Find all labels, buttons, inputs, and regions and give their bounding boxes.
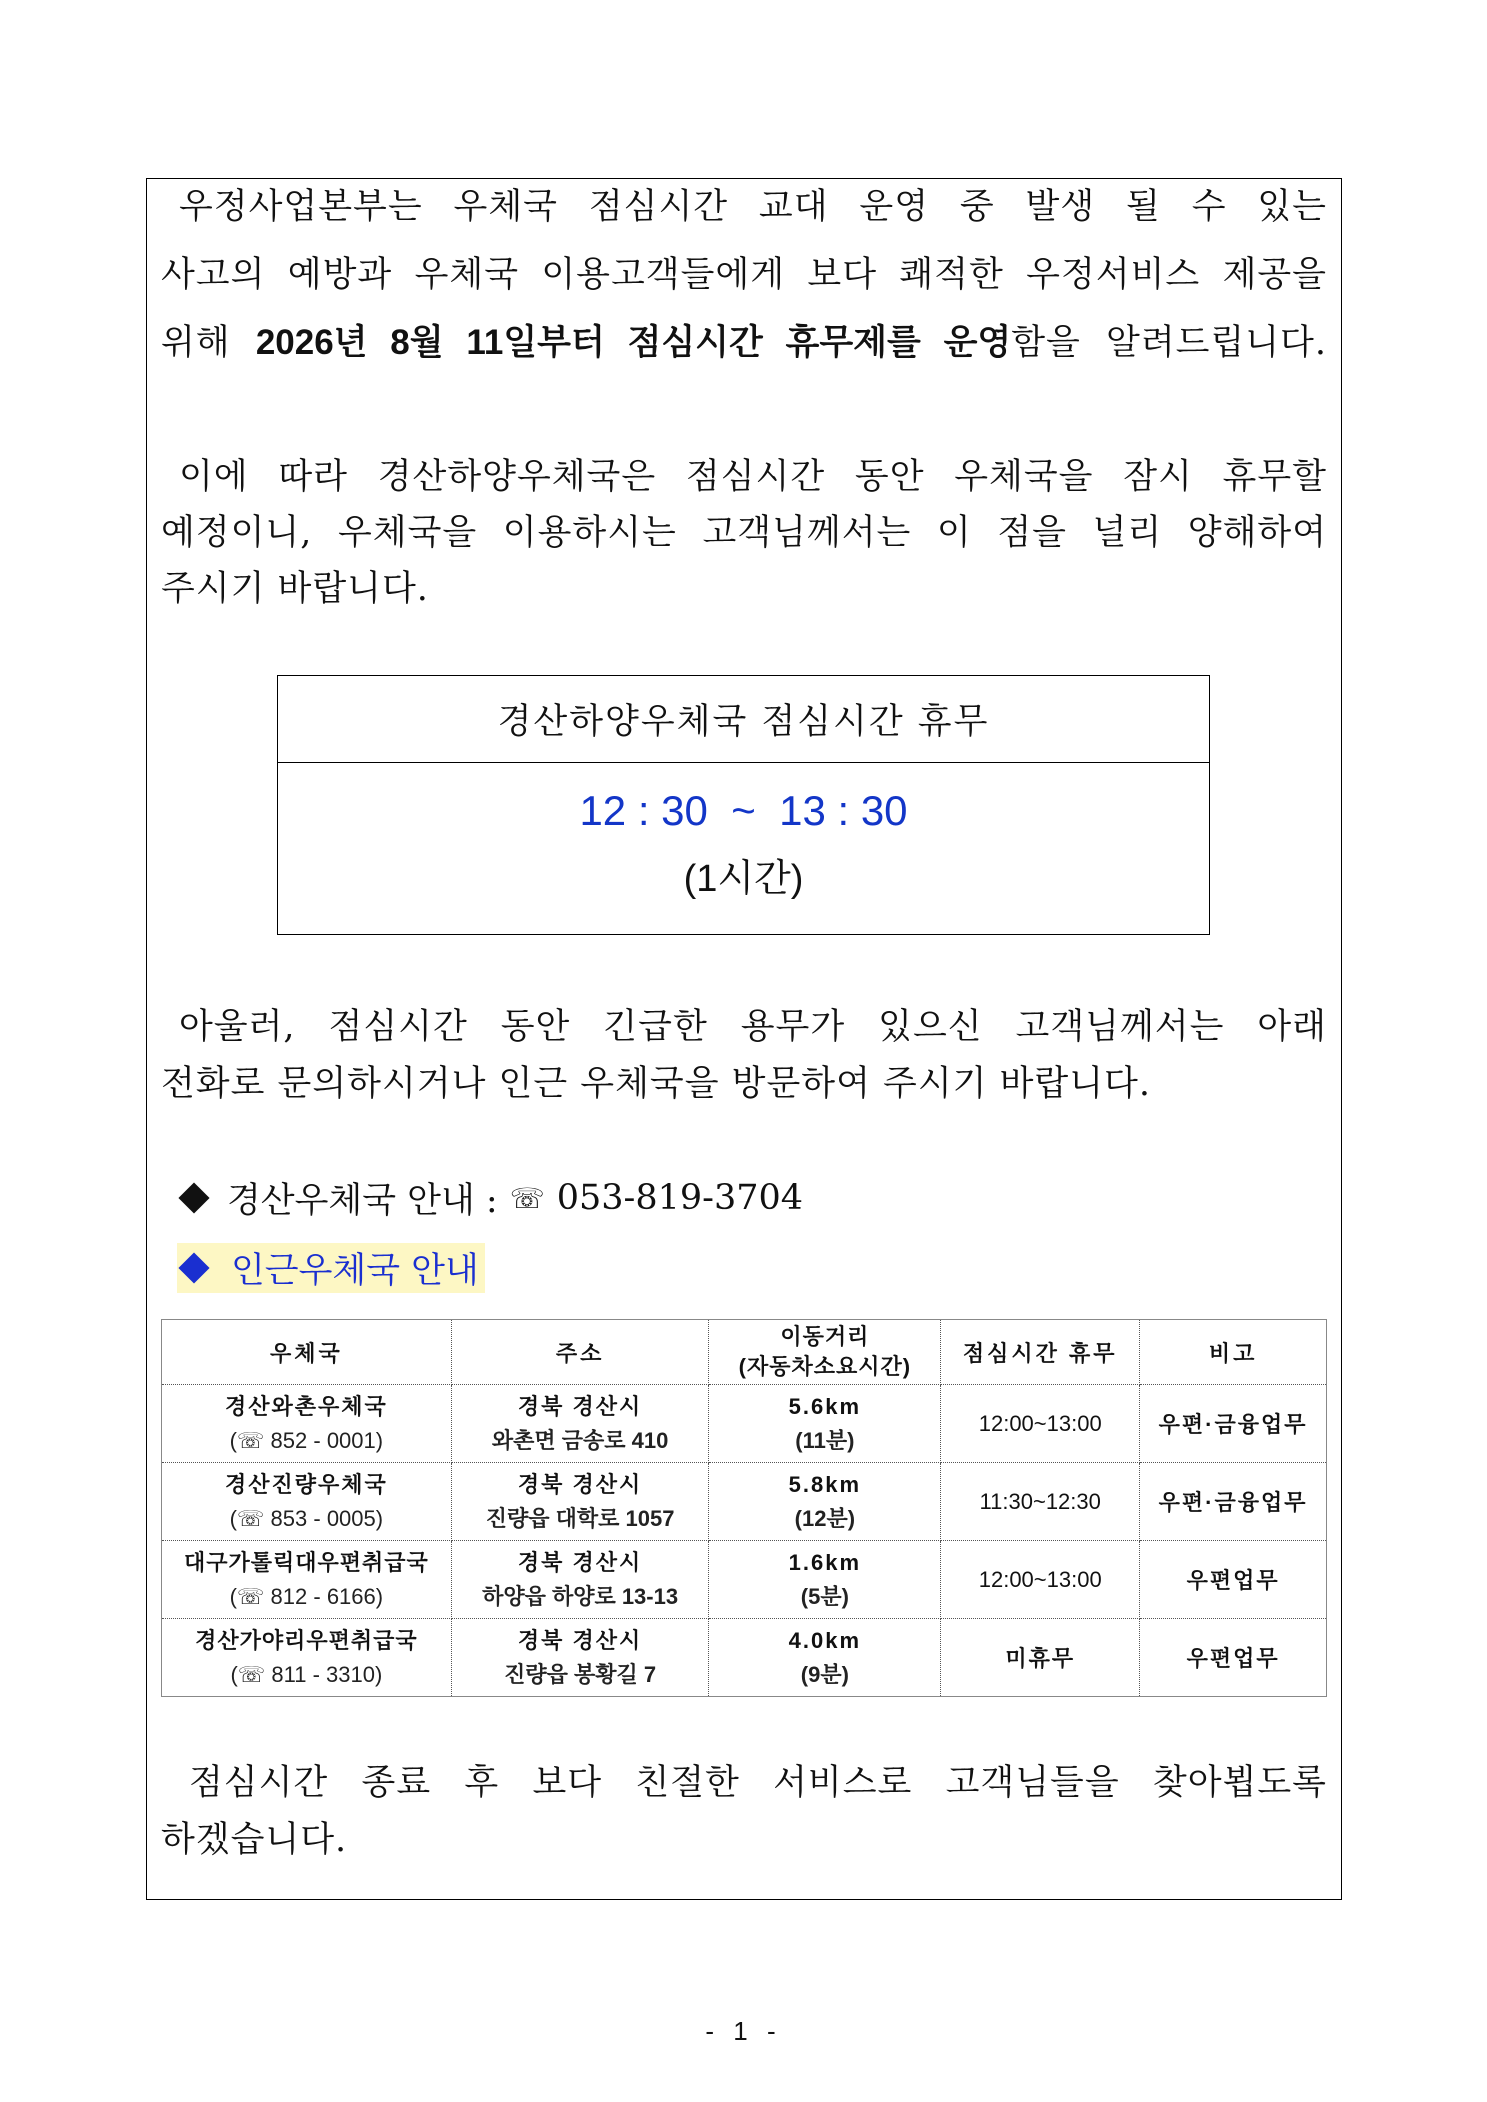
office-cell	[162, 1541, 452, 1619]
closure-line-2: 예정이니, 우체국을 이용하시는 고객님께서는 이 점을 널리 양해하여	[161, 513, 1327, 553]
intro-line-3-suffix: 함을 알려드립니다.	[1011, 323, 1327, 363]
table-row	[162, 1541, 1327, 1619]
travel-time: (12분)	[794, 1505, 856, 1531]
lunch-hours-title: 경산하양우체국 점심시간 휴무	[278, 676, 1209, 763]
distance-value: 5.8km	[788, 1471, 862, 1497]
intro-line-3-prefix: 위해	[161, 323, 256, 363]
header-distance-line-1: 이동거리	[780, 1324, 870, 1349]
address-cell	[451, 1541, 709, 1619]
lunch-cell: 12:00~13:00	[941, 1541, 1140, 1619]
intro-line-3	[161, 309, 1327, 377]
nearby-offices-table	[161, 1319, 1327, 1697]
travel-time: (5분)	[800, 1583, 849, 1609]
office-cell	[162, 1619, 452, 1697]
note-cell: 우편업무	[1140, 1541, 1327, 1619]
office-cell	[162, 1385, 452, 1463]
address-cell	[451, 1463, 709, 1541]
closure-line-1: 이에 따라 경산하양우체국은 점심시간 동안 우체국을 잠시 휴무할	[179, 457, 1327, 497]
main-office-phone[interactable]: 053-819-3704	[556, 1178, 804, 1218]
header-lunch-closure: 점심시간 휴무	[941, 1320, 1140, 1385]
address-line-2: 진량읍 대학로 1057	[485, 1505, 675, 1531]
address-line-1: 경북 경산시	[517, 1627, 643, 1653]
closure-line-3: 주시기 바랍니다.	[161, 569, 429, 609]
header-distance-line-2: (자동차소요시간)	[738, 1354, 912, 1379]
closing-line-1: 점심시간 종료 후 보다 친절한 서비스로 고객님들을 찾아뵙도록	[189, 1763, 1327, 1803]
office-name: 경산와촌우체국	[224, 1393, 388, 1419]
phone-icon: ☏	[509, 1181, 545, 1215]
header-note: 비고	[1140, 1320, 1327, 1385]
note-cell: 우편·금융업무	[1140, 1385, 1327, 1463]
table-row	[162, 1385, 1327, 1463]
lunch-hours-duration: (1시간)	[683, 858, 804, 900]
address-line-1: 경북 경산시	[517, 1471, 643, 1497]
note-cell: 우편업무	[1140, 1619, 1327, 1697]
address-cell	[451, 1385, 709, 1463]
closing-paragraph	[161, 1755, 1327, 1869]
nearby-heading-highlight	[177, 1243, 485, 1293]
office-phone: (☏ 811 - 3310)	[230, 1661, 383, 1687]
distance-cell	[709, 1463, 941, 1541]
distance-cell	[709, 1385, 941, 1463]
main-office-label: 경산우체국 안내 :	[227, 1181, 498, 1221]
address-line-2: 진량읍 봉황길 7	[504, 1661, 657, 1687]
travel-time: (9분)	[800, 1661, 849, 1687]
office-name: 대구가톨릭대우편취급국	[183, 1549, 429, 1575]
office-phone: (☏ 812 - 6166)	[229, 1583, 384, 1609]
table-row	[162, 1463, 1327, 1541]
office-cell	[162, 1463, 452, 1541]
lunch-cell: 미휴무	[941, 1619, 1140, 1697]
nearby-offices-label: 인근우체국 안내	[227, 1243, 485, 1293]
lunch-cell: 12:00~13:00	[941, 1385, 1140, 1463]
table-row	[162, 1619, 1327, 1697]
travel-time: (11분)	[795, 1427, 855, 1453]
header-office: 우체국	[162, 1320, 452, 1385]
lunch-cell: 11:30~12:30	[941, 1463, 1140, 1541]
lunch-hours-box	[277, 675, 1210, 935]
address-line-1: 경북 경산시	[517, 1549, 643, 1575]
distance-cell	[709, 1619, 941, 1697]
effective-date-highlight: 2026년 8월 11일부터 점심시간 휴무제를 운영	[255, 323, 1012, 362]
main-office-info	[177, 1173, 803, 1223]
distance-value: 4.0km	[788, 1627, 862, 1653]
closure-paragraph	[161, 449, 1327, 617]
urgent-line-2: 전화로 문의하시거나 인근 우체국을 방문하여 주시기 바랍니다.	[161, 1064, 1151, 1104]
address-line-2: 하양읍 하양로 13-13	[482, 1583, 679, 1609]
urgent-line-1: 아울러, 점심시간 동안 긴급한 용무가 있으신 고객님께서는 아래	[179, 1007, 1327, 1047]
office-name: 경산가야리우편취급국	[195, 1627, 418, 1653]
office-phone: (☏ 853 - 0005)	[229, 1505, 384, 1531]
address-cell	[451, 1619, 709, 1697]
intro-line-1: 우정사업본부는 우체국 점심시간 교대 운영 중 발생 될 수 있는	[179, 187, 1327, 227]
table-header-row	[162, 1320, 1327, 1385]
office-phone: (☏ 852 - 0001)	[229, 1427, 384, 1453]
closing-line-2: 하겠습니다.	[161, 1820, 348, 1860]
note-cell: 우편·금융업무	[1140, 1463, 1327, 1541]
lunch-hours-time: 12 : 30 ~ 13 : 30	[579, 787, 908, 834]
diamond-bullet-icon	[178, 1182, 209, 1213]
intro-paragraph	[161, 173, 1327, 377]
distance-value: 5.6km	[788, 1393, 862, 1419]
header-address: 주소	[451, 1320, 709, 1385]
distance-value: 1.6km	[788, 1549, 862, 1575]
diamond-bullet-icon	[178, 1252, 209, 1283]
notice-frame	[146, 178, 1342, 1900]
distance-cell	[709, 1541, 941, 1619]
address-line-1: 경북 경산시	[517, 1393, 643, 1419]
page-number: - 1 -	[705, 2016, 782, 2046]
address-line-2: 와촌면 금송로 410	[491, 1427, 669, 1453]
intro-line-2: 사고의 예방과 우체국 이용고객들에게 보다 쾌적한 우정서비스 제공을	[161, 255, 1327, 295]
office-name: 경산진량우체국	[224, 1471, 388, 1497]
header-distance	[709, 1320, 941, 1385]
urgent-paragraph	[161, 999, 1327, 1113]
nearby-offices-heading	[177, 1243, 485, 1293]
